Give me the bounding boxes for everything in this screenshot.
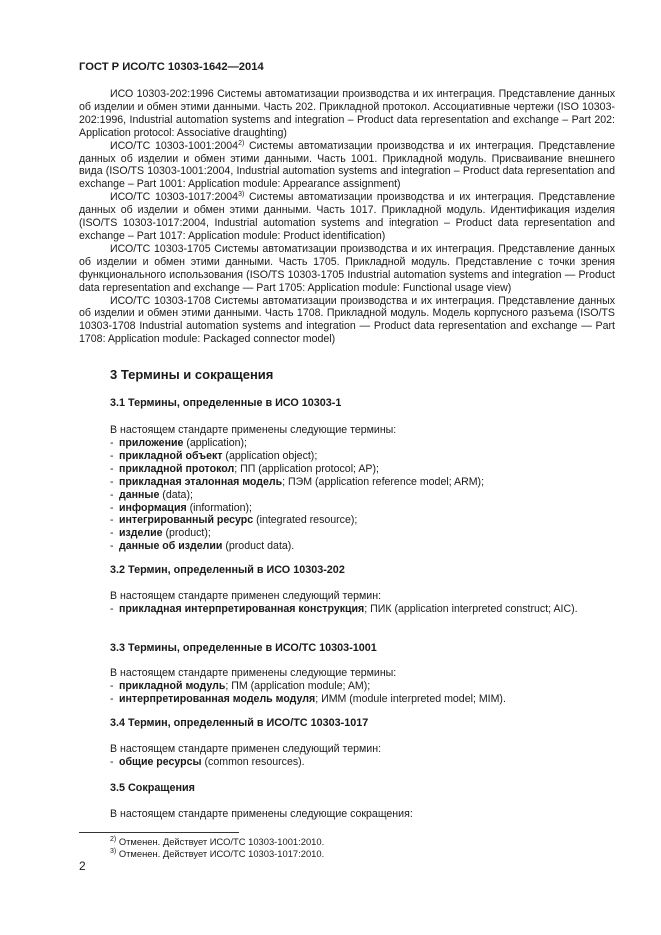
reference-entry: ИСО 10303-202:1996 Системы автоматизации производства и их интеграция. Представление данных об изделии и обмен этими данными. Часть 202. Прикладной протокол. Ассоциативные чертежи (ISO 10303-202:1996, Industrial automation systems and integration – Product data representation and exchange – Part 202: Application protocol: Associative draughting)	[79, 88, 615, 139]
subsection-intro: В настоящем стандарте применен следующий термин:	[110, 590, 382, 602]
list-item: - общие ресурсы (common resources).	[110, 756, 305, 768]
footnote-marker: 2)	[238, 139, 245, 147]
subsection-intro: В настоящем стандарте применен следующий термин:	[110, 743, 382, 755]
list-item: - прикладной протокол; ПП (application protocol; AP);	[110, 462, 379, 475]
footnote: $^{3)}$ Отменен. Действует ИСО/ТС 10303-1017:2010.	[110, 848, 325, 859]
document-header: ГОСТ Р ИСО/ТС 10303-1642—2014	[79, 61, 264, 73]
subsection-title: 3.3 Термины, определенные в ИСО/ТС 10303-1001	[110, 642, 377, 654]
term-list	[79, 437, 615, 553]
subsection-intro: В настоящем стандарте применены следующие термины:	[110, 424, 397, 436]
term-list	[79, 756, 615, 769]
list-item: - прикладной модуль; ПМ (application module; AM);	[110, 680, 371, 692]
subsection-title: 3.2 Термин, определенный в ИСО 10303-202	[110, 564, 345, 576]
subsection-intro: В настоящем стандарте применены следующие сокращения:	[110, 808, 413, 820]
footnote-divider	[79, 832, 239, 833]
list-item: - изделие (product);	[110, 527, 211, 540]
section-title: 3 Термины и сокращения	[110, 367, 274, 382]
footnote-marker: 3)	[238, 191, 245, 199]
subsection-title: 3.5 Сокращения	[110, 782, 195, 794]
term-list	[79, 680, 615, 706]
list-item: - интерпретированная модель модуля; ИММ (module interpreted model; MIM).	[110, 692, 506, 705]
list-item: - данные (data);	[110, 488, 193, 501]
list-item: - прикладная интерпретированная конструкция; ПИК (application interpreted construct; AIC).	[110, 603, 578, 615]
subsection-title: 3.4 Термин, определенный в ИСО/ТС 10303-1017	[110, 717, 369, 729]
page-number: 2	[79, 859, 86, 873]
reference-entry: ИСО/ТС 10303-1001:2004$^{2)}$ Системы автоматизации производства и их интеграция. Представление данных об изделии и обмен этими данными. Часть 1001. Прикладной модуль. Присваивание внешнего вида (ISO/TS 10303-1001:2004, Industrial automation systems and integration – Product data representation and exchange – Part 1001: Application module: Appearance assignment)	[79, 139, 615, 191]
list-item: - данные об изделии (product data).	[110, 540, 295, 553]
list-item: - прикладной объект (application object);	[110, 449, 318, 462]
reference-entry: ИСО/ТС 10303-1017:2004$^{3)}$ Системы автоматизации производства и их интеграция. Представление данных об изделии и обмен этими данными. Часть 1017. Прикладной модуль. Идентификация изделия (ISO/TS 10303-1017:2004, Industrial automation systems and integration – Product data representation and exchange – Part 1017: Application module: Product identification)	[79, 191, 615, 242]
reference-entry: ИСО/ТС 10303-1708 Системы автоматизации производства и их интеграция. Представление данных об изделии и обмен этими данными. Часть 1708. Прикладной модуль. Модель корпусного разъема (ISO/TS 10303-1708 Industrial automation systems and integration — Product data representation and exchange — Part 1708: Application module: Packaged connector model)	[79, 294, 615, 346]
list-item: - интегрированный ресурс (integrated resource);	[110, 514, 358, 527]
subsection-title: 3.1 Термины, определенные в ИСО 10303-1	[110, 397, 342, 409]
list-item: - информация (information);	[110, 501, 252, 514]
normative-references	[79, 88, 615, 346]
reference-entry: ИСО/ТС 10303-1705 Системы автоматизации производства и их интеграция. Представление данных об изделии и обмен этими данными. Часть 1705. Прикладной модуль. Представление с точки зрения функционального использования (ISO/TS 10303-1705 Industrial automation systems and integration — Product data representation and exchange — Part 1705: Application module: Functional usage view)	[79, 242, 615, 294]
footnote: $^{2)}$ Отменен. Действует ИСО/ТС 10303-1001:2010.	[110, 836, 325, 847]
list-item: - приложение (application);	[110, 437, 247, 449]
list-item: - прикладная эталонная модель; ПЭМ (application reference model; ARM);	[110, 475, 485, 488]
footnotes	[110, 836, 324, 860]
subsection-intro: В настоящем стандарте применены следующие термины:	[110, 667, 397, 679]
